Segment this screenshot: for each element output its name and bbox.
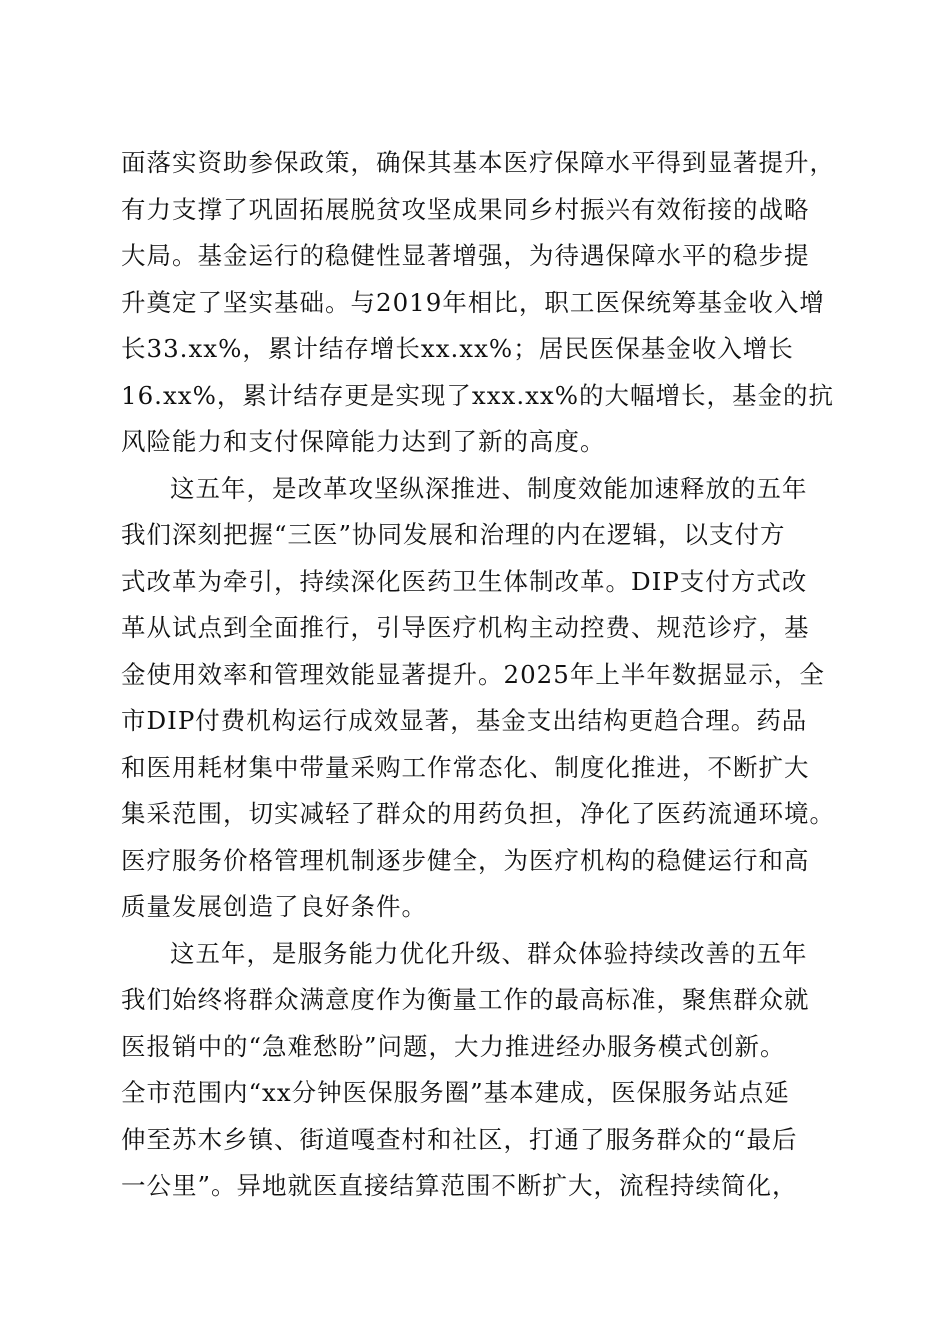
text-line: 一公里”。异地就医直接结算范围不断扩大，流程持续简化， xyxy=(121,1171,798,1200)
paragraph-first-line: 这五年，是改革攻坚纵深推进、制度效能加速释放的五年 xyxy=(170,473,808,503)
text-line: 医报销中的“急难愁盼”问题，大力推进经办服务模式创新。 xyxy=(121,1031,786,1061)
paragraph-first-line: 这五年，是服务能力优化升级、群众体验持续改善的五年 xyxy=(170,938,808,968)
text-line: 大局。基金运行的稳健性显著增强，为待遇保障水平的稳步提 xyxy=(121,241,810,270)
body-text xyxy=(121,140,841,1210)
text-line: 和医用耗材集中带量采购工作常态化、制度化推进，不断扩大 xyxy=(121,752,810,782)
text-line: 革从试点到全面推行，引导医疗机构主动控费、规范诊疗，基 xyxy=(121,613,810,642)
text-line: 风险能力和支付保障能力达到了新的高度。 xyxy=(121,427,606,456)
text-line: 我们始终将群众满意度作为衡量工作的最高标准，聚焦群众就 xyxy=(121,985,810,1014)
text-line: 面落实资助参保政策，确保其基本医疗保障水平得到显著提升， xyxy=(121,148,835,177)
text-line: 16.xx%，累计结存更是实现了xxx.xx%的大幅增长，基金的抗 xyxy=(121,380,835,410)
text-line: 集采范围，切实减轻了群众的用药负担，净化了医药流通环境。 xyxy=(121,799,835,828)
text-line: 有力支撑了巩固拓展脱贫攻坚成果同乡村振兴有效衔接的战略 xyxy=(121,194,810,224)
text-line: 市DIP付费机构运行成效显著，基金支出结构更趋合理。药品 xyxy=(121,706,808,735)
text-line: 升奠定了坚实基础。与2019年相比，职工医保统筹基金收入增 xyxy=(121,287,825,317)
text-line: 长33.xx%，累计结存增长xx.xx%；居民医保基金收入增长 xyxy=(121,334,794,363)
text-line: 全市范围内“xx分钟医保服务圈”基本建成，医保服务站点延 xyxy=(121,1078,790,1107)
text-line: 我们深刻把握“三医”协同发展和治理的内在逻辑，以支付方 xyxy=(121,520,786,549)
text-line: 金使用效率和管理效能显著提升。2025年上半年数据显示，全 xyxy=(121,659,825,689)
text-line: 伸至苏木乡镇、街道嘎查村和社区，打通了服务群众的“最后 xyxy=(121,1124,798,1154)
text-line: 医疗服务价格管理机制逐步健全，为医疗机构的稳健运行和高 xyxy=(121,845,810,875)
text-line: 质量发展创造了良好条件。 xyxy=(121,892,427,921)
text-line: 式改革为牵引，持续深化医药卫生体制改革。DIP支付方式改 xyxy=(121,566,808,596)
